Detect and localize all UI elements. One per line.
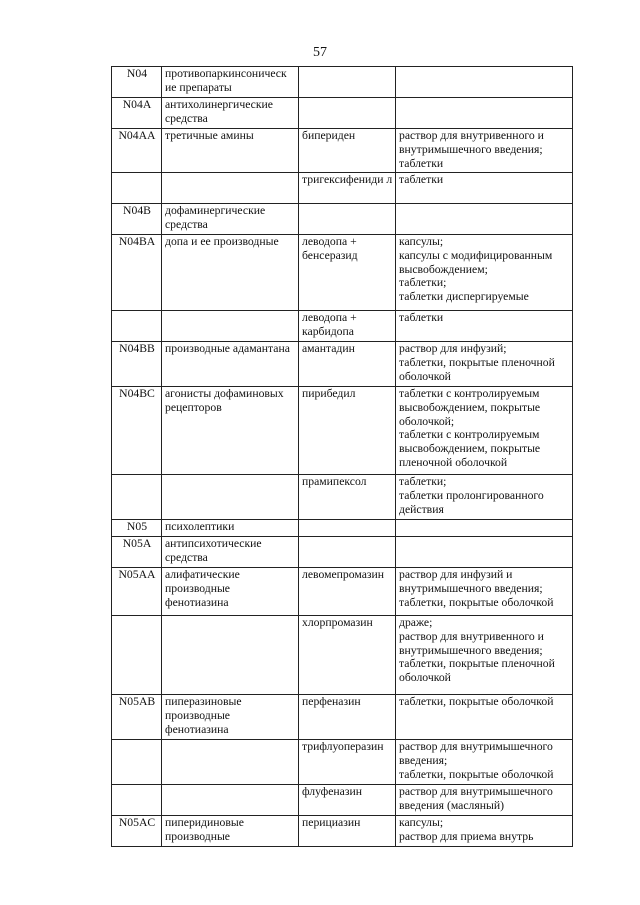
dosage-form-line: таблетки, покрытые оболочкой (399, 694, 554, 708)
anatomical-therapeutic-group-cell (162, 474, 299, 519)
table-row (112, 784, 573, 815)
dosage-form-cell (396, 519, 573, 536)
dosage-form-line: таблетки пролонгированного действия (399, 488, 544, 516)
dosage-form-line: раствор для внутривенного и внутримышечного введения; (399, 629, 544, 657)
table-row (112, 67, 573, 98)
dosage-form-cell (396, 129, 573, 173)
table-row (112, 815, 573, 846)
dosage-form-cell (396, 172, 573, 203)
table-row (112, 98, 573, 129)
dosage-form-line: раствор для внутривенного и внутримышечного введения; (399, 129, 544, 156)
anatomical-therapeutic-group-cell: противопаркинсоническ ие препараты (162, 67, 299, 98)
table-row (112, 234, 573, 310)
drug-table (111, 66, 573, 847)
dosage-form-cell (396, 67, 573, 98)
medicine-name-cell (299, 519, 396, 536)
medicine-name-cell: леводопа + бенсеразид (299, 234, 396, 310)
anatomical-therapeutic-group-cell (162, 739, 299, 784)
dosage-form-line: раствор для инфузий и внутримышечного введения; (399, 567, 543, 595)
table-row (112, 310, 573, 341)
table-row (112, 203, 573, 234)
anatomical-therapeutic-group-cell: производные адамантана (162, 341, 299, 386)
dosage-form-line: таблетки (399, 156, 444, 170)
medicine-name-cell (299, 67, 396, 98)
anatomical-therapeutic-group-cell: дофаминергические средства (162, 203, 299, 234)
anatomical-therapeutic-group-cell (162, 784, 299, 815)
dosage-form-cell (396, 784, 573, 815)
anatomical-therapeutic-group-cell: пиперидиновые производные (162, 815, 299, 846)
anatomical-therapeutic-group-cell (162, 615, 299, 694)
medicine-name-cell: перфеназин (299, 694, 396, 739)
atc-code-cell (112, 172, 162, 203)
atc-code-cell: N04BB (112, 341, 162, 386)
anatomical-therapeutic-group-cell: психолептики (162, 519, 299, 536)
dosage-form-line: раствор для внутримышечного введения; (399, 739, 553, 767)
table-row (112, 567, 573, 615)
dosage-form-line: раствор для внутримышечного введения (масляный) (399, 784, 553, 812)
anatomical-therapeutic-group-cell: агонисты дофаминовых рецепторов (162, 386, 299, 474)
table-row (112, 341, 573, 386)
table-row (112, 694, 573, 739)
dosage-form-line: раствор для инфузий; (399, 341, 507, 355)
dosage-form-line: раствор для приема внутрь (399, 829, 534, 843)
atc-code-cell (112, 310, 162, 341)
drug-table-body (112, 67, 573, 847)
dosage-form-line: таблетки, покрытые пленочной оболочкой (399, 657, 555, 685)
medicine-name-cell: левомепромазин (299, 567, 396, 615)
dosage-form-line: капсулы с модифицированным высвобождением; (399, 248, 553, 276)
table-row (112, 386, 573, 474)
dosage-form-line: таблетки (399, 172, 444, 186)
medicine-name-cell: прамипексол (299, 474, 396, 519)
dosage-form-cell (396, 694, 573, 739)
medicine-name-cell: перициазин (299, 815, 396, 846)
dosage-form-line: таблетки, покрытые пленочной оболочкой (399, 355, 555, 383)
medicine-name-cell: пирибедил (299, 386, 396, 474)
atc-code-cell: N04 (112, 67, 162, 98)
dosage-form-cell (396, 567, 573, 615)
medicine-name-cell: леводопа + карбидопа (299, 310, 396, 341)
dosage-form-cell (396, 536, 573, 567)
dosage-form-cell (396, 341, 573, 386)
dosage-form-line: таблетки; (399, 276, 447, 290)
atc-code-cell: N05AC (112, 815, 162, 846)
dosage-form-line: таблетки; (399, 474, 447, 488)
table-row (112, 739, 573, 784)
medicine-name-cell: тригексифениди л (299, 172, 396, 203)
anatomical-therapeutic-group-cell: антихолинергические средства (162, 98, 299, 129)
anatomical-therapeutic-group-cell (162, 172, 299, 203)
anatomical-therapeutic-group-cell (162, 310, 299, 341)
medicine-name-cell (299, 98, 396, 129)
medicine-name-cell: флуфеназин (299, 784, 396, 815)
dosage-form-line: драже; (399, 615, 433, 629)
atc-code-cell (112, 784, 162, 815)
dosage-form-line: капсулы; (399, 815, 444, 829)
dosage-form-line: капсулы; (399, 234, 444, 248)
atc-code-cell: N04BA (112, 234, 162, 310)
page-number: 57 (313, 45, 327, 60)
medicine-name-cell: трифлуоперазин (299, 739, 396, 784)
dosage-form-line: таблетки, покрытые оболочкой (399, 767, 554, 781)
atc-code-cell: N04AA (112, 129, 162, 173)
atc-code-cell (112, 739, 162, 784)
medicine-name-cell (299, 203, 396, 234)
dosage-form-cell (396, 615, 573, 694)
dosage-form-cell (396, 474, 573, 519)
dosage-form-cell (396, 203, 573, 234)
atc-code-cell: N04BC (112, 386, 162, 474)
atc-code-cell (112, 615, 162, 694)
table-row (112, 615, 573, 694)
dosage-form-line: таблетки диспергируемые (399, 290, 529, 304)
anatomical-therapeutic-group-cell: третичные амины (162, 129, 299, 173)
dosage-form-cell (396, 234, 573, 310)
medicine-name-cell: хлорпромазин (299, 615, 396, 694)
anatomical-therapeutic-group-cell: антипсихотические средства (162, 536, 299, 567)
dosage-form-cell (396, 739, 573, 784)
dosage-form-cell (396, 815, 573, 846)
dosage-form-cell (396, 310, 573, 341)
atc-code-cell: N05AA (112, 567, 162, 615)
dosage-form-line: таблетки с контролируемым высвобождением, покрытые оболочкой; (399, 386, 541, 428)
table-row (112, 474, 573, 519)
table-row (112, 172, 573, 203)
atc-code-cell (112, 474, 162, 519)
atc-code-cell: N05A (112, 536, 162, 567)
dosage-form-cell (396, 98, 573, 129)
medicine-name-cell (299, 536, 396, 567)
table-row (112, 536, 573, 567)
anatomical-therapeutic-group-cell: допа и ее производные (162, 234, 299, 310)
dosage-form-line: таблетки с контролируемым высвобождением, покрытые пленочной оболочкой (399, 428, 541, 470)
medicine-name-cell: амантадин (299, 341, 396, 386)
atc-code-cell: N04A (112, 98, 162, 129)
atc-code-cell: N05AB (112, 694, 162, 739)
medicine-name-cell: бипериден (299, 129, 396, 173)
atc-code-cell: N05 (112, 519, 162, 536)
atc-code-cell: N04B (112, 203, 162, 234)
anatomical-therapeutic-group-cell: алифатические производные фенотиазина (162, 567, 299, 615)
table-row (112, 129, 573, 173)
table-row (112, 519, 573, 536)
dosage-form-cell (396, 386, 573, 474)
dosage-form-line: таблетки, покрытые оболочкой (399, 595, 554, 609)
anatomical-therapeutic-group-cell: пиперазиновые производные фенотиазина (162, 694, 299, 739)
dosage-form-line: таблетки (399, 310, 444, 324)
